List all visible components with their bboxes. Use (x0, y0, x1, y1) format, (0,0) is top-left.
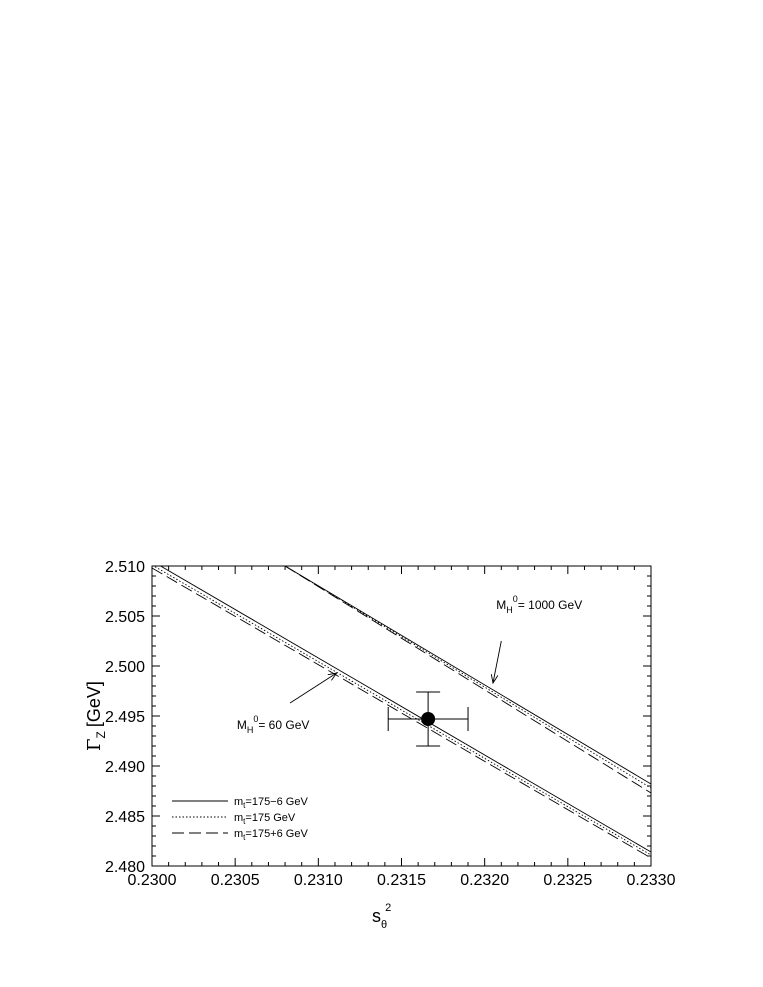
legend-label-sub: t (243, 833, 246, 842)
measurement-marker (421, 712, 435, 726)
x-axis-label-sup: 2 (385, 902, 392, 914)
x-axis-label-base: s (372, 906, 381, 926)
y-axis-label-symbol: Γ (84, 738, 105, 751)
x-axis-label-sub: θ (381, 919, 388, 931)
x-tick-label: 0.2330 (626, 872, 676, 889)
x-tick-label: 0.2325 (543, 872, 593, 889)
x-tick-label: 0.2300 (127, 872, 177, 889)
legend-label-base: m (234, 796, 244, 808)
legend-label-rest: =175 GeV (245, 812, 296, 824)
y-tick-label: 2.485 (104, 809, 145, 826)
annotation-label-mh-1000-sup: 0 (512, 594, 518, 604)
annotation-label-mh-1000-sub: H (506, 605, 513, 615)
legend-label-sub: t (243, 817, 246, 826)
annotation-label-mh-1000-rest: = 1000 GeV (517, 598, 583, 612)
x-tick-label: 0.2305 (210, 872, 260, 889)
y-tick-label: 2.505 (104, 609, 145, 626)
annotation-label-mh-60-sup: 0 (253, 714, 259, 724)
x-tick-label: 0.2310 (293, 872, 343, 889)
x-tick-label: 0.2315 (377, 872, 426, 889)
legend-label (234, 828, 308, 842)
legend-label-sub: t (243, 801, 246, 810)
legend-label-rest: =175+6 GeV (245, 828, 308, 840)
legend-label-base: m (234, 812, 244, 824)
y-axis-label-unit: [GeV] (84, 681, 104, 728)
y-axis-label-sub: Z (94, 731, 108, 739)
legend-label-base: m (234, 828, 244, 840)
annotation-label-mh-60-rest: = 60 GeV (258, 718, 310, 732)
annotation-label-mh-1000-base: M (496, 598, 507, 612)
y-tick-label: 2.490 (104, 759, 145, 776)
y-tick-label: 2.510 (104, 559, 145, 576)
y-tick-label: 2.480 (104, 859, 145, 876)
annotation-label-mh-60-base: M (236, 718, 247, 732)
legend-label-rest: =175−6 GeV (245, 796, 308, 808)
legend-label (234, 796, 308, 810)
annotation-label-mh-60-sub: H (246, 725, 254, 735)
y-tick-label: 2.500 (104, 659, 145, 676)
x-tick-label: 0.2320 (460, 872, 510, 889)
y-tick-label: 2.495 (104, 709, 145, 726)
